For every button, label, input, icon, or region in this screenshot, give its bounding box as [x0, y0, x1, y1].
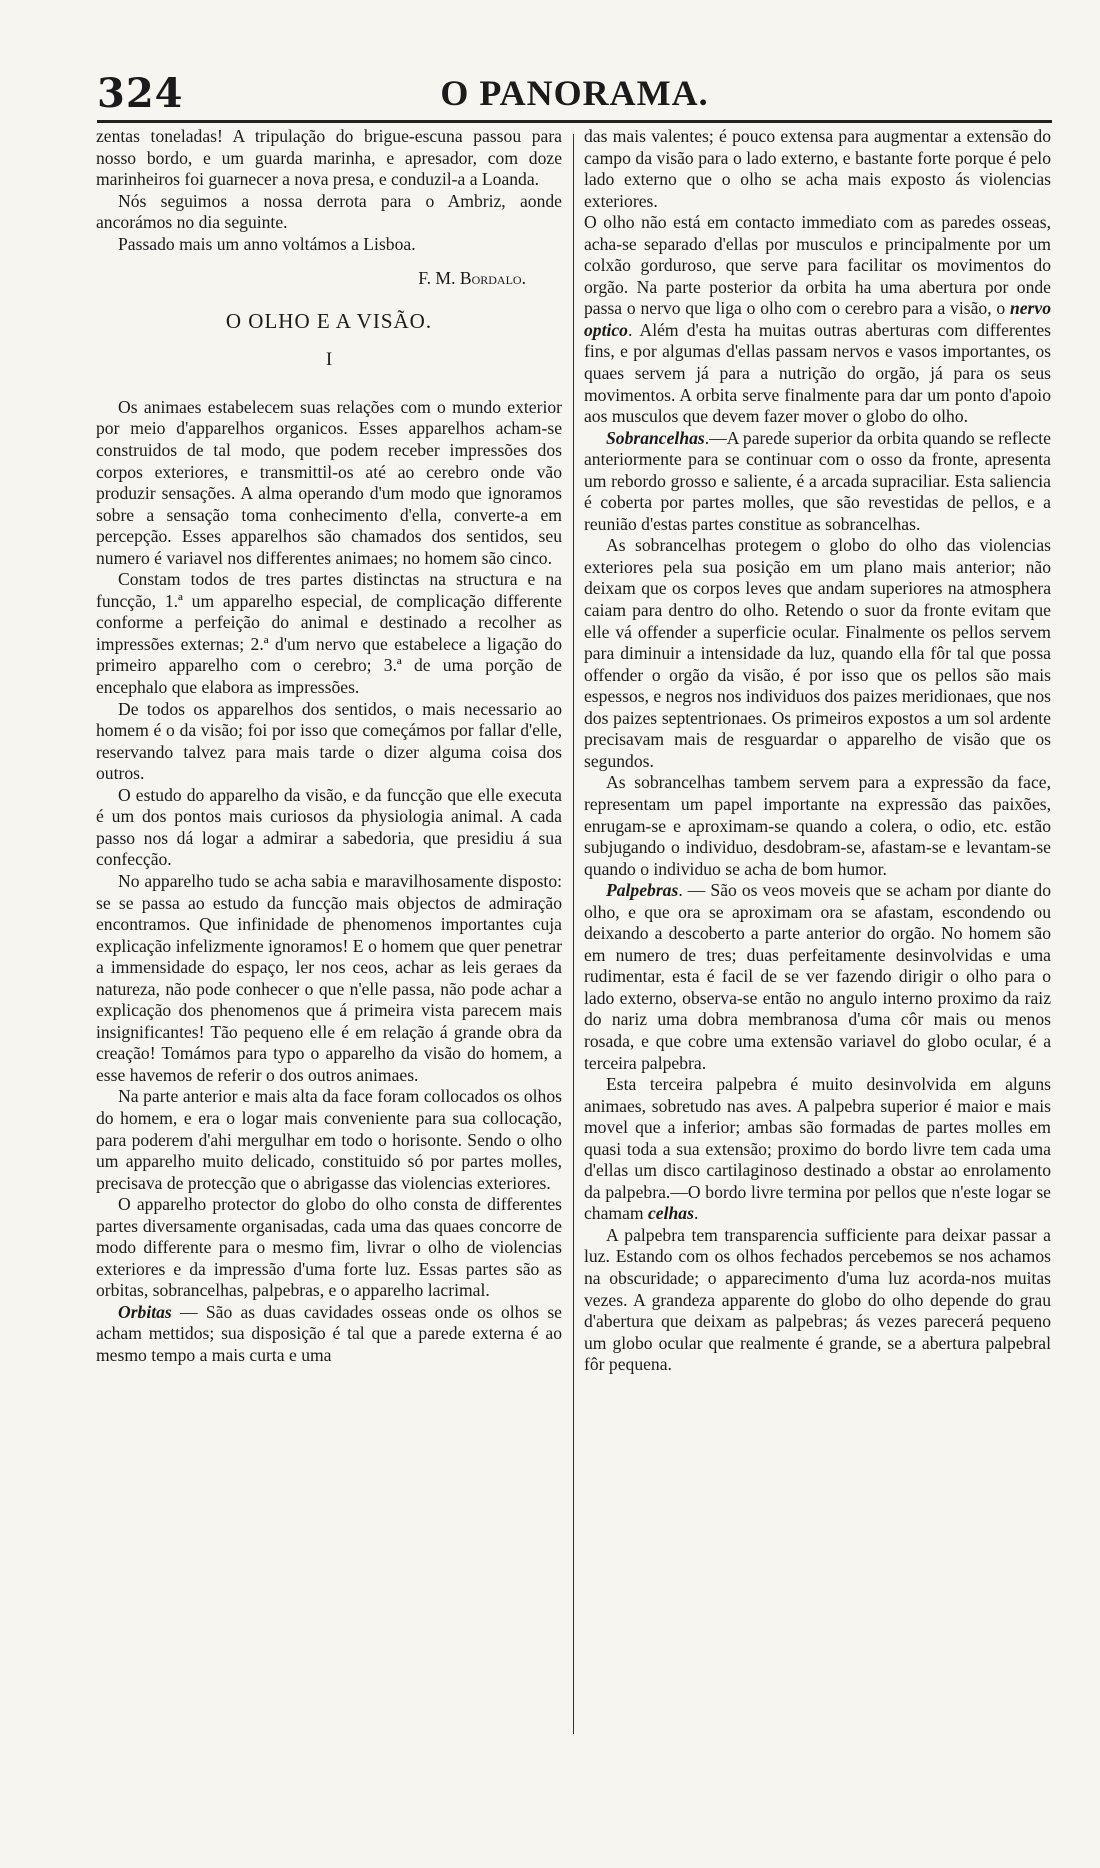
paragraph: [584, 1074, 1051, 1225]
section-numeral: I: [325, 349, 333, 371]
paragraph-text: . Além d'esta ha muitas outras aberturas com differentes fins, e por algumas d'ellas passam nervos e vasos importantes, os quaes servem já para a nutrição do orgão, já para os seus movimentos. A orbita serve finalmente para dar um ponto d'apoio aos musculos que devem fazer mover o globo do olho.: [584, 319, 1051, 427]
paragraph-text: . — São os veos moveis que se acham por diante do olho, e que ora se aproximam ora se afastam, escondendo ou deixando a descoberto a parte anterior do orgão. No homem são em numero de tres; duas perfeitamente desinvolvidas e uma rudimentar, esta é facil de se ver fazendo dirigir o olho para o lado externo, observa-se então no angulo interno proximo da raiz do nariz uma dobra membranosa d'uma côr mais ou menos rosada, e que cobre uma extensão variavel do globo ocular, é a terceira palpebra.: [584, 880, 1051, 1073]
paragraph-text: — São as duas cavidades osseas onde os olhos se acham mettidos; sua disposição é tal que a parede externa é ao mesmo tempo a mais curta e uma: [96, 1301, 562, 1365]
header-rule: [97, 120, 1052, 123]
author-signature: F. M. Bordalo.: [418, 268, 526, 289]
paragraph: Os animaes estabelecem suas relações com o mundo exterior por meio d'apparelhos organicos. Esses apparelhos acham-se construidos de tal modo, que podem receber impressões dos corpos exteriores, e transmittil-os até ao cerebro onde vão produzir sensações. A alma operando d'um modo que ignoramos sobre a sensação toma conhecimento d'ella, converte-a em percepção. Esses apparelhos são chamados dos sentidos, seu numero é variavel nos differentes animaes; no homem são cinco.: [96, 396, 562, 568]
paragraph: das mais valentes; é pouco extensa para augmentar a extensão do campo da visão para o lado externo, e bastante forte porque é pelo lado externo que o olho se acha mais exposto ás violencias exteriores.: [584, 126, 1051, 211]
right-column: [584, 126, 1051, 1376]
paragraph-text: O olho não está em contacto immediato com as paredes osseas, acha-se separado d'ellas por musculos e principalmente por um colxão gorduroso, que serve para facilitar os movimentos do orgão. Na parte posterior da orbita ha uma abertura por onde passa o nervo que liga o olho com o cerebro para a visão, o: [584, 212, 1051, 319]
term-orbitas: Orbitas: [118, 1301, 172, 1322]
term-celhas: celhas: [648, 1203, 694, 1224]
paragraph: Nós seguimos a nossa derrota para o Ambriz, aonde ancorámos no dia seguinte.: [96, 190, 562, 233]
term-palpebras: Palpebras: [606, 880, 679, 901]
paragraph: [584, 880, 1051, 1074]
paragraph-text: .—A parede superior da orbita quando se reflecte anteriormente para se continuar com o osso da fronte, apresenta um rebordo grosso e saliente, é a arcada supraciliar. Esta saliencia é coberta por partes molles, que são revestidas de pellos, e a reunião d'estas partes constitue as sobrancelhas.: [584, 427, 1051, 534]
paragraph: O apparelho protector do globo do olho consta de differentes partes diversamente organisadas, cada uma das quaes concorre de modo differente para o mesmo fim, livrar o olho de violencias exteriores e da impressão d'uma forte luz. Essas partes são as orbitas, sobrancelhas, palpebras, e o apparelho lacrimal.: [96, 1194, 562, 1301]
term-sobrancelhas: Sobrancelhas: [606, 427, 705, 448]
paragraph: As sobrancelhas tambem servem para a expressão da face, representam um papel importante na expressão das paixões, enrugam-se e aproximam-se quando a colera, o odio, etc. estão subjugando o individuo, desdobram-se, afastam-se e levantam-se quando o individuo se acha de bom humor.: [584, 772, 1051, 879]
column-divider: [573, 134, 574, 1734]
paragraph: Constam todos de tres partes distinctas na structura e na funcção, 1.ª um apparelho especial, de complicação differente conforme a perfeição do animal e destinado a recolher as impressões externas; 2.ª d'um nervo que estabelece a ligação do primeiro apparelho com o cerebro; 3.ª de uma porção de encephalo que elabora as impressões.: [96, 569, 562, 698]
page-number: 324: [97, 70, 184, 117]
paragraph: [584, 212, 1051, 427]
paragraph: zentas toneladas! A tripulação do brigue-escuna passou para nosso bordo, e um guarda marinha, e apresador, com doze marinheiros foi guarnecer a nova presa, e conduzil-a a Loanda.: [96, 126, 562, 190]
paragraph: A palpebra tem transparencia sufficiente para deixar passar a luz. Estando com os olhos fechados percebemos se nos achamos na obscuridade; o apparecimento d'uma luz acorda-nos muitas vezes. A grandeza apparente do globo do olho depende do grau d'abertura que deixam as palpebras; ás vezes parecerá pequeno um globo ocular que realmente é grande, se a abertura palpebral fôr pequena.: [584, 1224, 1051, 1375]
paragraph-text: .: [693, 1203, 699, 1224]
running-title: O PANORAMA.: [440, 73, 709, 113]
paragraph: As sobrancelhas protegem o globo do olho das violencias exteriores pela sua posição em um plano mais anterior; não deixam que os corpos leves que andam superiores na atmosphera caiam para dentro do olho. Retendo o suor da fronte evitam que elle vá offender a superficie ocular. Finalmente os pellos servem para diminuir a intensidade da luz, quando ella fôr tal que possa offender o orgão da visão, é por isso que os pellos são mais espessos, e negros nos individuos dos paizes meridionaes, que nos dos paizes septentrionaes. Os primeiros expostos a um sol ardente precisavam mais de resguardar o apparelho de visão que os segundos.: [584, 535, 1051, 771]
paragraph: [96, 1302, 562, 1367]
page-header: [97, 70, 1052, 118]
term-nervo-optico: nervo optico: [584, 298, 1051, 340]
article-title: O OLHO E A VISÃO.: [225, 308, 433, 333]
paragraph: De todos os apparelhos dos sentidos, o mais necessario ao homem é o da visão; foi por isso que começámos por fallar d'elle, reservando talvez para mais tarde o dizer alguma coisa dos outros.: [96, 698, 562, 784]
paragraph: No apparelho tudo se acha sabia e maravilhosamente disposto: se se passa ao estudo da funcção mais objectos de admiração encontramos. Que infinidade de phenomenos importantes cuja explicação infelizmente ignoramos! E o homem que quer penetrar a immensidade do espaço, ler nos ceos, achar as leis geraes da natureza, não pode conhecer o que n'elle passa, não pode achar a explicação dos phenomenos que á primeira vista parecem mais insignificantes! Tão pequeno elle é em relação á grande obra da creação! Tomámos para typo o apparelho da visão do homem, a esse havemos de referir o dos outros animaes.: [96, 870, 562, 1085]
paragraph: Na parte anterior e mais alta da face foram collocados os olhos do homem, e era o logar mais conveniente para sua collocação, para poderem d'ahi mergulhar em todo o horisonte. Sendo o olho um apparelho muito delicado, constituido só por partes molles, precisava de protecção que o abrigasse das violencias exteriores.: [96, 1086, 562, 1193]
paragraph: [584, 428, 1051, 536]
left-column: [96, 126, 562, 1367]
paragraph: O estudo do apparelho da visão, e da funcção que elle executa é um dos pontos mais curiosos da physiologia animal. A cada passo nos dá logar a admirar a sabedoria, que presidiu á sua confecção.: [96, 784, 562, 870]
paragraph-text: Esta terceira palpebra é muito desinvolvida em alguns animaes, sobretudo nas aves. A palpebra superior é maior e mais movel que a inferior; ambas são formadas de partes molles em quasi toda a sua extensão; proximo do bordo livre tem cada uma d'ellas um disco cartilaginoso destinado a obstar ao enrolamento da palpebra.—O bordo livre termina por pellos que n'este logar se chamam: [584, 1074, 1051, 1224]
paragraph: Passado mais um anno voltámos a Lisboa.: [118, 233, 416, 254]
